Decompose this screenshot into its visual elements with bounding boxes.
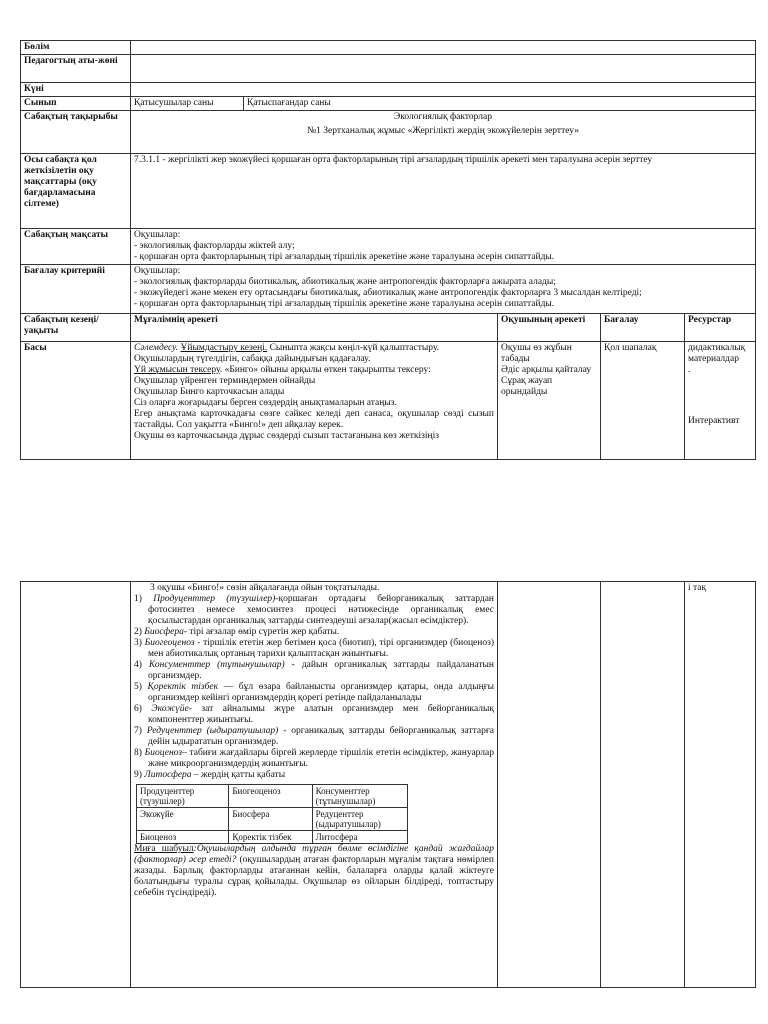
assessment-start: Қол шапалақ	[601, 342, 685, 460]
term-name: Биосфера	[144, 627, 184, 637]
start-line-7: Егер анықтама карточкадағы сөзге сәйкес келеді деп санаса, оқушылар сөзді сызып тастайды. Сол уақытта «Бинго!» деп айқалау керек.	[134, 409, 494, 430]
term-number: 1)	[134, 594, 142, 604]
bingo-cell: Экожүйе	[137, 808, 229, 831]
present-count-label: Қатысушылар саны	[131, 97, 244, 111]
row-continuation	[21, 582, 756, 988]
term-number: 6)	[134, 704, 142, 714]
term-definition: - дайын органикалық заттарды пайдаланатын организмдер.	[148, 660, 495, 681]
bingo-cell: Литосфера	[312, 831, 407, 844]
row-class	[21, 97, 756, 111]
section-label: Бөлім	[21, 41, 131, 55]
absent-count-label: Қатыспағандар саны	[244, 97, 756, 111]
lesson-plan-table-top	[20, 40, 756, 460]
assessment-continuation	[601, 582, 685, 988]
term-name: Биоценоз	[144, 748, 182, 758]
topic-label: Сабақтың тақырыбы	[21, 111, 131, 154]
terms-list	[134, 594, 494, 781]
term-number: 3)	[134, 638, 142, 648]
bingo-cell: Қоректік тізбек	[229, 831, 312, 844]
topic-line-2: №1 Зертханалық жұмыс «Жергілікті жердің экожүйелерін зерттеу»	[307, 126, 579, 136]
topic-line-1: Экологиялық факторлар	[394, 112, 492, 122]
student-activity-continuation	[498, 582, 601, 988]
row-section	[21, 41, 756, 55]
term-definition: – табиғи жағдайлары біргей жерлерде тіршілік ететін өсімдіктер, жануарлар және микроорганизмдердің жиынтығы.	[148, 748, 494, 769]
teacher-value	[131, 55, 756, 83]
lesson-goal-label: Сабақтың мақсаты	[21, 229, 131, 265]
term-name: Редуценттер (ыдыратушылар)	[146, 726, 279, 736]
brainstorm-paragraph	[134, 844, 494, 899]
term-definition: -қоршаған ортадағы бейорганикалық заттардан фотосинтез немесе хемосинтез процесі нәтижесінде органикалық емес қосылыстардан органикалық заттарды синтездеуші ағзалар(жасыл өсімдіктер).	[148, 594, 494, 626]
section-value	[131, 41, 756, 55]
objectives-value: 7.3.1.1 - жергілікті жер экожүйесі қоршаған орта факторларының тірі ағзалардың тіршілік әрекеті мен таралуына әсерін зерттеу	[131, 154, 756, 229]
term-definition: - тіршілік ететін жер бетімен қоса (биотип), тірі организмдер (биоценоз) мен абиотикалық ортаның тарихи қалыптасқан жиынтығы.	[148, 638, 494, 659]
criteria-label: Бағалау критерийі	[21, 265, 131, 314]
term-definition-item	[134, 748, 494, 770]
start-line-8: Оқушы өз карточкасында дұрыс сөздерді сызып тастағанына көз жеткізіңіз	[134, 431, 440, 441]
bingo-cell: Биогеоценоз	[229, 785, 312, 808]
teacher-label: Педагогтың аты-жөні	[21, 55, 131, 83]
lesson-goal-item: - қоршаған орта факторларының тірі ағзалардың тіршілік әрекетіне және таралуына әсерін сипаттайды.	[134, 252, 555, 262]
criteria-item: - экологиялық факторларды биотикалық, абиотикалық және антропогендік факторларға ажырата алады;	[134, 277, 556, 287]
term-number: 4)	[134, 660, 142, 670]
brainstorm-question: :Оқушылардың алдында тұрған бөлме өсімдігіне қандай жағдайлар (факторлар) әсер етеді?	[134, 844, 494, 865]
criteria-item: - қоршаған орта факторларының тірі ағзалардың тіршілік әрекетіне және таралуына әсерін сипаттайды.	[134, 299, 555, 309]
header-teacher: Мұғалімнің әрекеті	[131, 314, 498, 342]
homework-rest: . «Бинго» ойыны арқылы өткен тақырыпты тексеру:	[219, 365, 431, 375]
header-student: Оқушының әрекеті	[498, 314, 601, 342]
term-name: Биогеоценоз	[144, 638, 195, 648]
term-definition-item	[134, 594, 494, 627]
date-label: Күні	[21, 83, 131, 97]
homework-line	[134, 365, 494, 376]
row-teacher	[21, 55, 756, 83]
term-number: 2)	[134, 627, 142, 637]
bingo-cell: Биоценоз	[137, 831, 229, 844]
student-activity-item: Оқушы өз жұбын табады	[501, 343, 572, 364]
resource-item: материалдар	[688, 354, 739, 364]
greeting-rest: Сыныпта жақсы көңіл-күй қалыптастыру.	[269, 343, 440, 353]
row-objectives	[21, 154, 756, 229]
criteria-intro: Оқушылар:	[134, 266, 181, 276]
greeting-line	[134, 343, 494, 354]
term-definition-item	[134, 770, 494, 781]
student-activity-start	[498, 342, 601, 460]
term-definition: - органикалық заттарды бейорганикалық заттарға дейін ыдырататын организмдер.	[148, 726, 494, 747]
lesson-goal-value	[131, 229, 756, 265]
bingo-row	[137, 831, 408, 844]
bingo-row	[137, 785, 408, 808]
start-line-5: Оқушылар Бинго карточкасын алады	[134, 387, 285, 397]
row-topic	[21, 111, 756, 154]
term-definition-item	[134, 638, 494, 660]
homework-underline: Үй жұмысын тексеру	[134, 365, 220, 375]
bingo-row	[137, 808, 408, 831]
bingo-cell: Продуценттер (түзушілер)	[137, 785, 229, 808]
resources-continuation: і тақ	[685, 582, 756, 988]
topic-value	[131, 111, 756, 154]
greeting-italic: Сәлемдесу.	[134, 343, 179, 353]
stage-continuation	[21, 582, 131, 988]
start-line-2: Оқушылардың түгелдігін, сабаққа дайындығын қадағалау.	[134, 354, 371, 364]
term-number: 8)	[134, 748, 142, 758]
lesson-goal-item: - экологиялық факторларды жіктей алу;	[134, 241, 295, 251]
start-line-4: Оқушылар үйренген терминдермен ойнайды	[134, 376, 316, 386]
header-resources: Ресурстар	[685, 314, 756, 342]
term-definition-item	[134, 704, 494, 726]
term-name: Продуценттер (түзушілер)	[153, 594, 276, 604]
term-number: 9)	[134, 770, 142, 780]
criteria-value	[131, 265, 756, 314]
bingo-cell: Биосфера	[229, 808, 312, 831]
greeting-underline: Ұйымдастыру кезеңі.	[180, 343, 268, 353]
term-definition: — бұл өзара байланысты организмдер қатары, онда алдыңғы организмдер кейінгі организмдердің қорегі ретінде пайдаланылады	[148, 682, 495, 703]
term-name: Литосфера	[144, 770, 192, 780]
lesson-plan-table-bottom	[20, 581, 756, 988]
bingo-cell: Редуценттер (ыдыратушылар)	[312, 808, 407, 831]
bingo-stop-line: 3 оқушы «Бинго!» сөзін айқалағанда ойын тоқтатылады.	[150, 583, 380, 593]
term-definition-item	[134, 627, 494, 638]
row-header	[21, 314, 756, 342]
row-criteria	[21, 265, 756, 314]
bingo-cell: Консументтер (тұтынушылар)	[312, 785, 407, 808]
resource-item: Интерактивт	[688, 416, 740, 426]
student-activity-item: Сұрақ жауап орындайды	[501, 376, 553, 397]
start-line-6: Сіз оларға жоғарыдағы берген сөздердің анықтамаларын атаңыз.	[134, 398, 397, 408]
header-assessment: Бағалау	[601, 314, 685, 342]
bingo-card-table	[136, 784, 408, 844]
stage-start-label: Басы	[21, 342, 131, 460]
teacher-activity-start	[131, 342, 498, 460]
term-number: 7)	[134, 726, 142, 736]
term-definition: - зат айналымы жүре алатын организмдер мен бейорганикалық компоненттер жиынтығы.	[148, 704, 494, 725]
term-number: 5)	[134, 682, 142, 692]
teacher-activity-continuation	[131, 582, 498, 988]
term-definition-item	[134, 660, 494, 682]
resource-item: .	[688, 365, 691, 375]
resources-start	[685, 342, 756, 460]
term-name: Экожүйе	[151, 704, 189, 714]
brainstorm-title: Миға шабуыл	[134, 844, 194, 854]
criteria-item: - экожүйедегі және мекен ету ортасындағы биотикалық, абиотикалық және антропогендік факторларға 3 мысалдан келтіреді;	[134, 288, 642, 298]
row-date	[21, 83, 756, 97]
term-definition-item	[134, 682, 494, 704]
term-name: Қоректік тізбек	[147, 682, 219, 692]
row-lesson-goal	[21, 229, 756, 265]
term-name: Консументтер (тұтынушылар)	[148, 660, 285, 670]
class-label: Сынып	[21, 97, 131, 111]
objectives-label: Осы сабақта қол жеткізілетін оқу мақсаттары (оқу бағдарламасына сілтеме)	[21, 154, 131, 229]
term-definition: - тірі ағзалар өмір сүретін жер қабаты.	[183, 627, 340, 637]
resource-item: дидактикалық	[688, 343, 746, 353]
term-definition: – жердің қатты қабаты	[191, 770, 286, 780]
lesson-goal-intro: Оқушылар:	[134, 230, 181, 240]
date-value	[131, 83, 756, 97]
row-start	[21, 342, 756, 460]
header-stage: Сабақтың кезеңі/ уақыты	[21, 314, 131, 342]
brainstorm-rest: (оқушылардың атаған факторларын мұғалім тақтаға нөмірлеп жазады. Барлық факторларды атағаннан кейін, балаларға оларды қалай жіктеуге болатындығы туралы сұрақ қойылады. Оқушылар өз ойларын білдіреді, топтастыру себебін түсіндіреді).	[134, 855, 494, 898]
student-activity-item: Әдіс арқылы қайталау	[501, 365, 592, 375]
term-definition-item	[134, 726, 494, 748]
